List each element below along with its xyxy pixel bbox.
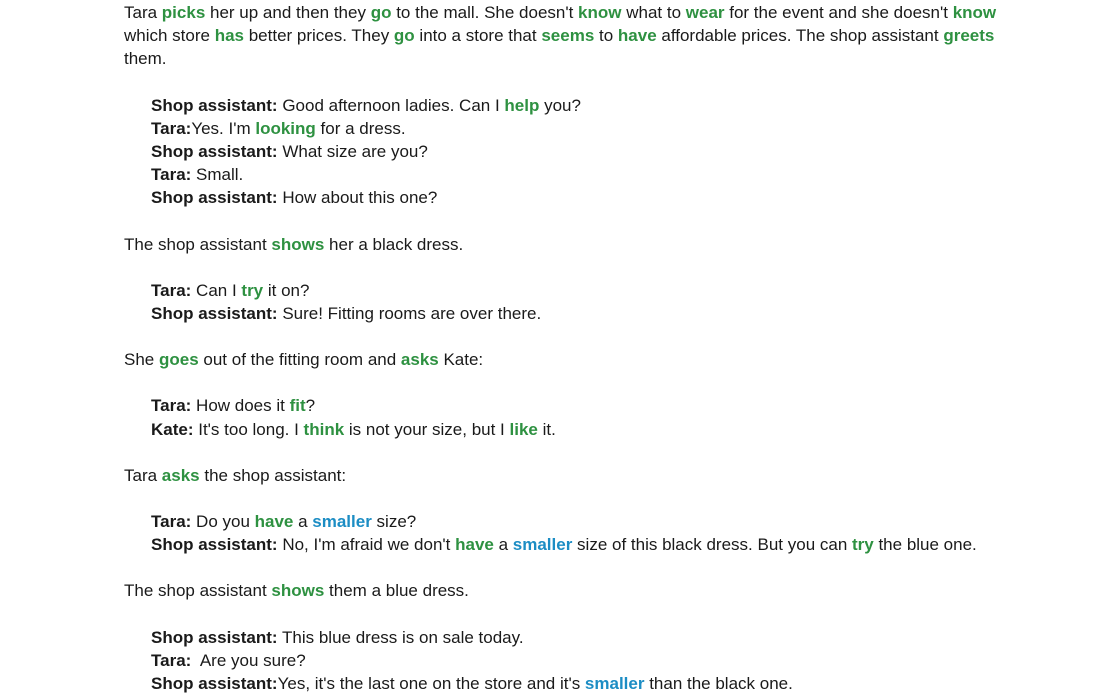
speaker-label: Shop assistant: <box>151 535 278 555</box>
speaker-label: Shop assistant: <box>151 627 278 647</box>
speaker-label: Shop assistant: <box>151 95 278 115</box>
highlighted-verb: go <box>370 3 392 22</box>
text-run: out of the fitting room and <box>198 350 401 370</box>
text-run: better prices. They <box>244 26 394 46</box>
text-run: affordable prices. The shop assistant <box>656 26 944 46</box>
text-run: size? <box>371 512 417 532</box>
text-run: The shop assistant <box>124 581 272 601</box>
highlighted-verb: have <box>617 26 657 46</box>
speaker-label: Tara: <box>151 165 192 185</box>
highlighted-verb: greets <box>943 26 995 46</box>
dialog-line <box>151 279 1024 302</box>
dialog-line <box>151 94 1024 117</box>
speaker-label: Kate: <box>151 419 194 439</box>
text-run: Yes. I'm <box>191 118 256 138</box>
highlighted-verb: try <box>241 280 264 300</box>
dialog-line <box>151 163 1024 186</box>
text-run: the blue one. <box>873 535 977 555</box>
text-run: Sure! Fitting rooms are over there. <box>277 304 542 324</box>
paragraph-mall <box>124 1 1024 71</box>
paragraph-spacer <box>124 556 1024 579</box>
paragraph-asks-assistant <box>124 464 1024 487</box>
highlighted-verb: know <box>578 3 622 22</box>
highlighted-verb: seems <box>541 26 595 46</box>
dialog-line <box>151 533 1024 556</box>
highlighted-verb: shows <box>271 234 325 254</box>
paragraph-spacer <box>124 371 1024 394</box>
paragraph-spacer <box>124 325 1024 348</box>
dialog-line <box>151 649 1024 672</box>
paragraph-fitting-room <box>124 348 1024 371</box>
text-run: a <box>293 512 313 532</box>
highlighted-verb: goes <box>158 350 199 370</box>
speaker-label: Shop assistant: <box>151 674 278 694</box>
highlighted-comparative: smaller <box>512 535 573 555</box>
paragraph-spacer <box>124 210 1024 233</box>
highlighted-verb: think <box>303 419 345 439</box>
speaker-label: Tara: <box>151 512 192 532</box>
dialog-line <box>151 186 1024 209</box>
dialog-line <box>151 510 1024 533</box>
text-run: Are you sure? <box>191 650 306 670</box>
highlighted-comparative: smaller <box>312 512 372 532</box>
text-run: Do you <box>191 512 255 532</box>
text-run: is not your size, but I <box>344 419 510 439</box>
text-run: Tara <box>124 3 162 22</box>
speaker-label: Shop assistant: <box>151 142 278 162</box>
text-run: to <box>594 26 618 46</box>
text-run: Kate: <box>438 350 484 370</box>
dialog-try-on <box>124 279 1024 325</box>
highlighted-verb: asks <box>400 350 439 370</box>
speaker-label: Tara: <box>151 280 192 300</box>
highlighted-verb: know <box>952 3 997 22</box>
dialog-greeting <box>124 94 1024 210</box>
story-document <box>124 1 1024 695</box>
highlighted-verb: fit <box>289 396 306 416</box>
highlighted-verb: looking <box>255 118 316 138</box>
dialog-line <box>151 394 1024 417</box>
speaker-label: Tara: <box>151 396 192 416</box>
speaker-label: Shop assistant: <box>151 304 278 324</box>
text-run: No, I'm afraid we don't <box>277 535 456 555</box>
paragraph-blue-dress <box>124 579 1024 602</box>
dialog-line <box>151 418 1024 441</box>
text-run: It's too long. I <box>193 419 304 439</box>
highlighted-verb: has <box>214 26 244 46</box>
highlighted-verb: have <box>455 535 494 555</box>
text-run: Yes, it's the last one on the store and it's <box>277 674 585 694</box>
text-run: Small. <box>191 165 244 185</box>
text-run: This blue dress is on sale today. <box>277 627 524 647</box>
speaker-label: Tara: <box>151 650 192 670</box>
text-run: them. <box>124 26 1000 69</box>
dialog-line <box>151 117 1024 140</box>
highlighted-verb: have <box>254 512 294 532</box>
text-run: Good afternoon ladies. Can I <box>277 95 505 115</box>
paragraph-spacer <box>124 441 1024 464</box>
text-run: it. <box>537 419 556 439</box>
dialog-fit <box>124 394 1024 440</box>
highlighted-verb: wear <box>685 3 725 22</box>
dialog-sale <box>124 626 1024 695</box>
text-run: her up and then they <box>205 3 371 22</box>
text-run: The shop assistant <box>124 234 272 254</box>
text-run: it on? <box>263 280 310 300</box>
text-run: than the black one. <box>644 674 793 694</box>
text-run: her a black dress. <box>324 234 464 254</box>
text-run: What size are you? <box>277 142 428 162</box>
text-run: for the event and she doesn't <box>724 3 953 22</box>
text-run: for a dress. <box>315 118 406 138</box>
text-run: How does it <box>191 396 290 416</box>
text-run: How about this one? <box>277 188 438 208</box>
highlighted-verb: shows <box>271 581 325 601</box>
paragraph-spacer <box>124 487 1024 510</box>
highlighted-verb: try <box>852 535 874 555</box>
text-run: ? <box>305 396 316 416</box>
highlighted-verb: picks <box>161 3 206 22</box>
text-run: to the mall. She doesn't <box>391 3 579 22</box>
dialog-line <box>151 302 1024 325</box>
text-run: Can I <box>191 280 242 300</box>
highlighted-verb: help <box>504 95 540 115</box>
text-run: what to <box>621 3 686 22</box>
highlighted-comparative: smaller <box>584 674 645 694</box>
speaker-label: Tara: <box>151 118 192 138</box>
text-run: which store <box>124 3 1001 46</box>
text-run: them a blue dress. <box>324 581 469 601</box>
highlighted-verb: go <box>393 26 415 46</box>
text-run: She <box>124 350 159 370</box>
text-run: a <box>493 535 513 555</box>
paragraph-spacer <box>124 71 1024 94</box>
dialog-line <box>151 626 1024 649</box>
highlighted-verb: like <box>509 419 538 439</box>
text-run: into a store that <box>414 26 542 46</box>
text-run: you? <box>539 95 581 115</box>
text-run: the shop assistant: <box>199 465 347 485</box>
dialog-line <box>151 140 1024 163</box>
text-run: size of this black dress. But you can <box>572 535 852 555</box>
paragraph-spacer <box>124 603 1024 626</box>
paragraph-spacer <box>124 256 1024 279</box>
paragraph-black-dress <box>124 233 1024 256</box>
speaker-label: Shop assistant: <box>151 188 278 208</box>
text-run: Tara <box>124 465 162 485</box>
dialog-smaller-size <box>124 510 1024 556</box>
highlighted-verb: asks <box>161 465 200 485</box>
dialog-line <box>151 672 1024 695</box>
